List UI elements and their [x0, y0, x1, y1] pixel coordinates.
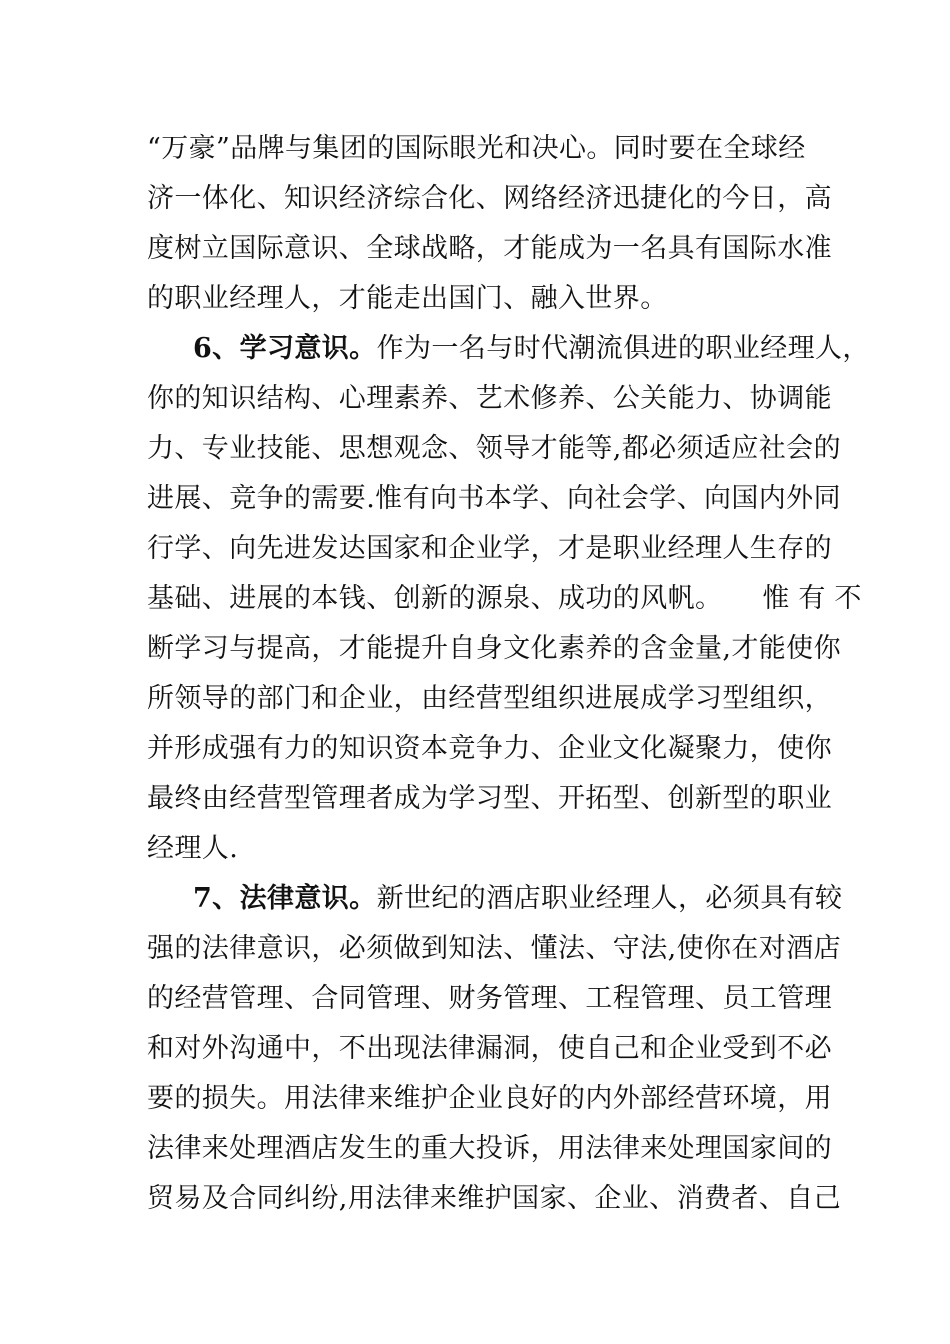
text-line-13: 并形成强有力的知识资本竞争力、企业文化凝聚力，使你 — [147, 733, 832, 764]
text-line-21: 法律来处理酒店发生的重大投诉，用法律来处理国家间的 — [147, 1133, 832, 1164]
text-line-4: 的职业经理人，才能走出国门、融入世界。 — [147, 283, 668, 314]
section-7-line — [193, 881, 873, 917]
text-line-19: 和对外沟通中，不出现法律漏洞，使自己和企业受到不必 — [147, 1033, 832, 1064]
section-7-heading: 7、法律意识。 — [193, 883, 377, 914]
section-6-heading: 6、学习意识。 — [193, 333, 377, 364]
section-7-intro: 新世纪的酒店职业经理人，必须具有较 — [376, 883, 843, 914]
text-line-10-main: 基础、进展的本钱、创新的源泉、成功的风帆。 — [147, 583, 723, 614]
text-line-3: 度树立国际意识、全球战略，才能成为一名具有国际水准 — [147, 233, 832, 264]
text-line-12: 所领导的部门和企业，由经营型组织进展成学习型组织， — [147, 683, 832, 714]
text-line-17: 强的法律意识，必须做到知法、懂法、守法,使你在对酒店 — [147, 933, 841, 964]
section-6-line — [193, 331, 873, 367]
text-line-10 — [147, 581, 871, 617]
text-line-15: 经理人. — [147, 833, 239, 864]
section-6-intro: 作为一名与时代潮流俱进的职业经理人， — [376, 333, 870, 364]
text-line-20: 要的损失。用法律来维护企业良好的内外部经营环境，用 — [147, 1083, 832, 1114]
text-line-6: 你的知识结构、心理素养、艺术修养、公关能力、协调能 — [147, 383, 832, 414]
text-line-14: 最终由经营型管理者成为学习型、开拓型、创新型的职业 — [147, 783, 832, 814]
text-line-9: 行学、向先进发达国家和企业学，才是职业经理人生存的 — [147, 533, 832, 564]
text-line-10-tail: 惟有不 — [762, 583, 871, 614]
text-line-11: 断学习与提高，才能提升自身文化素养的含金量,才能使你 — [147, 633, 841, 664]
text-line-22: 贸易及合同纠纷,用法律来维护国家、企业、消费者、自己 — [147, 1183, 841, 1214]
text-line-2: 济一体化、知识经济综合化、网络经济迅捷化的今日，高 — [147, 183, 832, 214]
text-line-8: 进展、竞争的需要.惟有向书本学、向社会学、向国内外同 — [147, 483, 841, 514]
text-line-1: “万豪”品牌与集团的国际眼光和决心。同时要在全球经 — [147, 133, 806, 164]
text-line-7: 力、专业技能、思想观念、领导才能等,都必须适应社会的 — [147, 433, 841, 464]
text-line-18: 的经营管理、合同管理、财务管理、工程管理、员工管理 — [147, 983, 832, 1014]
